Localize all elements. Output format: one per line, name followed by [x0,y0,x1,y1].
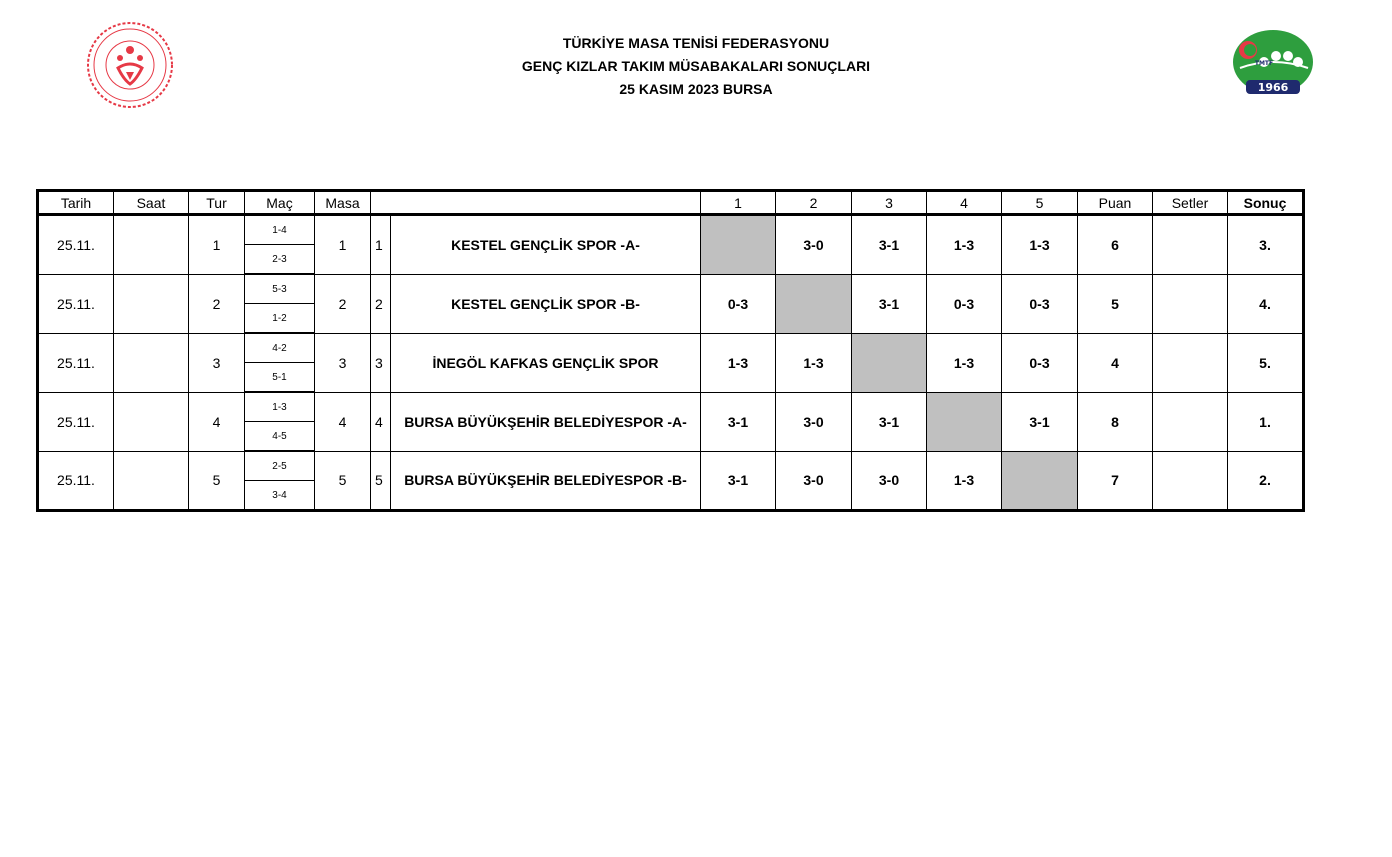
table-header-row [38,191,1304,215]
tur-cell: 4 [189,392,245,451]
saat-cell [114,215,189,275]
sonuc-cell: 3. [1228,215,1304,275]
results-table [36,189,1305,512]
table-row [38,451,1304,481]
mac-first-cell: 2-5 [245,451,315,481]
score-cell-4: 1-3 [927,215,1002,275]
score-cell-3 [852,333,927,392]
sonuc-cell: 5. [1228,333,1304,392]
score-cell-2: 3-0 [776,215,852,275]
score-cell-1: 3-1 [701,451,776,511]
tarih-cell: 25.11. [38,215,114,275]
score-cell-3: 3-1 [852,392,927,451]
score-cell-2 [776,274,852,333]
score-cell-2: 3-0 [776,392,852,451]
header-tarih: Tarih [38,191,114,215]
saat-cell [114,392,189,451]
mac-first-cell: 1-3 [245,392,315,422]
header-team [371,191,701,215]
score-cell-2: 3-0 [776,451,852,511]
mac-second-cell: 3-4 [245,481,315,511]
score-cell-1: 1-3 [701,333,776,392]
puan-cell: 4 [1078,333,1153,392]
score-cell-2: 1-3 [776,333,852,392]
setler-cell [1153,451,1228,511]
mac-first-cell: 5-3 [245,274,315,304]
tmtf-letter-t1: TMTF [1254,60,1274,67]
page-header [0,32,1392,101]
header-setler: Setler [1153,191,1228,215]
score-cell-3: 3-1 [852,215,927,275]
score-cell-3: 3-1 [852,274,927,333]
tur-cell: 3 [189,333,245,392]
team-number-cell: 1 [371,215,391,275]
team-name-cell: KESTEL GENÇLİK SPOR -B- [391,274,701,333]
tarih-cell: 25.11. [38,392,114,451]
header-saat: Saat [114,191,189,215]
mac-second-cell: 5-1 [245,363,315,393]
score-cell-1: 0-3 [701,274,776,333]
score-cell-5: 0-3 [1002,333,1078,392]
mac-second-cell: 1-2 [245,304,315,334]
header-puan: Puan [1078,191,1153,215]
team-number-cell: 4 [371,392,391,451]
masa-cell: 3 [315,333,371,392]
mac-first-cell: 4-2 [245,333,315,363]
event-date-location: 25 KASIM 2023 BURSA [619,81,773,97]
team-name-cell: BURSA BÜYÜKŞEHİR BELEDİYESPOR -A- [391,392,701,451]
score-cell-4: 0-3 [927,274,1002,333]
header-5: 5 [1002,191,1078,215]
masa-cell: 4 [315,392,371,451]
competition-title: GENÇ KIZLAR TAKIM MÜSABAKALARI SONUÇLARI [521,58,871,74]
team-number-cell: 3 [371,333,391,392]
header-2: 2 [776,191,852,215]
score-cell-1: 3-1 [701,392,776,451]
mac-second-cell: 4-5 [245,422,315,452]
score-cell-5: 1-3 [1002,215,1078,275]
saat-cell [114,274,189,333]
tur-cell: 1 [189,215,245,275]
puan-cell: 5 [1078,274,1153,333]
score-cell-3: 3-0 [852,451,927,511]
mac-second-cell: 2-3 [245,245,315,275]
tarih-cell: 25.11. [38,274,114,333]
team-name-cell: BURSA BÜYÜKŞEHİR BELEDİYESPOR -B- [391,451,701,511]
tmtf-year: 1966 [1257,81,1289,94]
saat-cell [114,451,189,511]
score-cell-4: 1-3 [927,333,1002,392]
score-cell-5: 0-3 [1002,274,1078,333]
team-name-cell: İNEGÖL KAFKAS GENÇLİK SPOR [391,333,701,392]
table-row [38,392,1304,422]
tarih-cell: 25.11. [38,333,114,392]
header-mac: Maç [245,191,315,215]
puan-cell: 8 [1078,392,1153,451]
header-1: 1 [701,191,776,215]
federation-title: TÜRKİYE MASA TENİSİ FEDERASYONU [562,35,830,51]
team-number-cell: 2 [371,274,391,333]
score-cell-5: 3-1 [1002,392,1078,451]
sonuc-cell: 1. [1228,392,1304,451]
tur-cell: 2 [189,274,245,333]
puan-cell: 6 [1078,215,1153,275]
header-4: 4 [927,191,1002,215]
tur-cell: 5 [189,451,245,511]
sonuc-cell: 2. [1228,451,1304,511]
header-sonuc: Sonuç [1228,191,1304,215]
header-3: 3 [852,191,927,215]
score-cell-1 [701,215,776,275]
sonuc-cell: 4. [1228,274,1304,333]
table-row [38,274,1304,304]
mac-first-cell: 1-4 [245,215,315,245]
team-name-cell: KESTEL GENÇLİK SPOR -A- [391,215,701,275]
puan-cell: 7 [1078,451,1153,511]
setler-cell [1153,392,1228,451]
score-cell-5 [1002,451,1078,511]
masa-cell: 5 [315,451,371,511]
score-cell-4: 1-3 [927,451,1002,511]
table-row [38,333,1304,363]
header-masa: Masa [315,191,371,215]
table-body [38,215,1304,511]
saat-cell [114,333,189,392]
table-row [38,215,1304,245]
masa-cell: 1 [315,215,371,275]
setler-cell [1153,333,1228,392]
team-number-cell: 5 [371,451,391,511]
masa-cell: 2 [315,274,371,333]
setler-cell [1153,215,1228,275]
header-tur: Tur [189,191,245,215]
setler-cell [1153,274,1228,333]
score-cell-4 [927,392,1002,451]
tarih-cell: 25.11. [38,451,114,511]
